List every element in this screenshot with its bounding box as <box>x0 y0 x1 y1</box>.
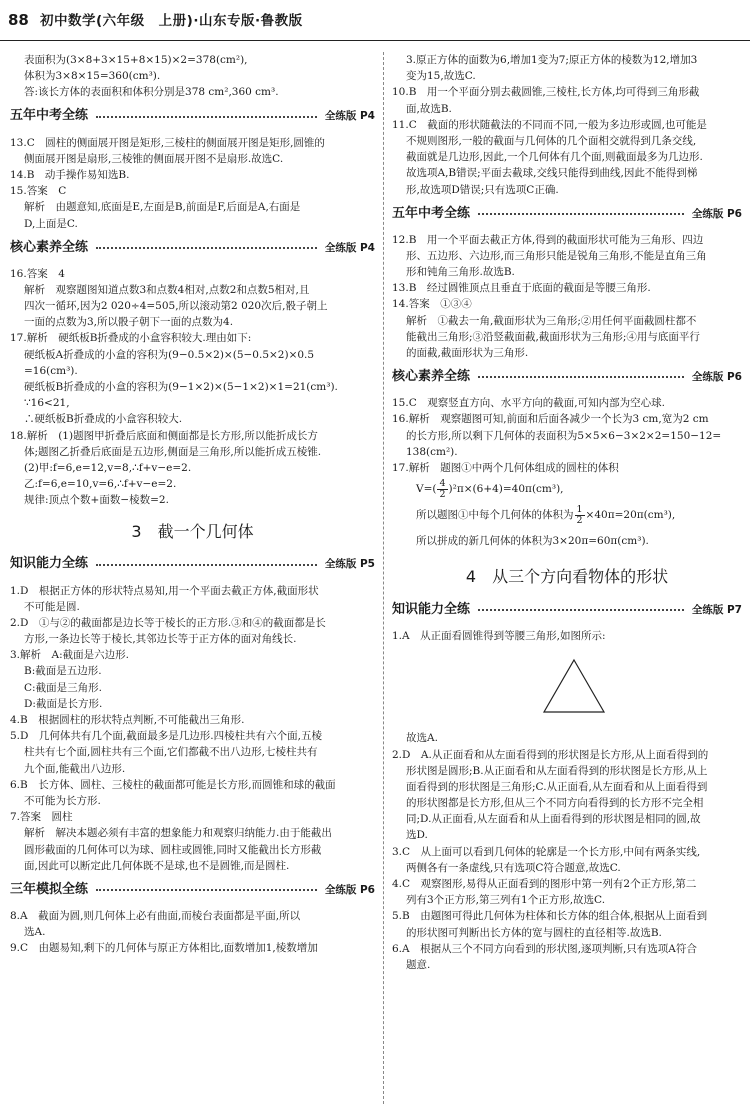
answer-block <box>392 52 742 198</box>
text-line: B:截面是五边形. <box>24 665 102 678</box>
section-header <box>10 553 375 577</box>
section-title: 三年模拟全练 <box>10 881 89 897</box>
text-line: 能截出三角形;③沿竖截面截,截面形状为三角形;④用与底面平行 <box>406 330 700 343</box>
text-line: 6.A 根据从三个不同方向看到的形状图,逐项判断,只有选项A符合 <box>392 942 697 955</box>
text-line: ∴硬纸板B折叠成的小盒容积较大. <box>24 413 183 426</box>
text-line: 15.C 观察竖直方向、水平方向的截面,可知内部为空心球. <box>392 397 665 410</box>
answer-block <box>392 730 742 973</box>
section-tag: 全练版 P5 <box>324 558 375 571</box>
text-line: 3.解析 A:截面是六边形. <box>10 649 129 662</box>
text-line: 5.B 由题图可得此几何体为柱体和长方体的组合体,根据从上面看到 <box>392 910 708 923</box>
text-line: 138(cm²). <box>406 445 458 458</box>
answer-block <box>392 232 742 362</box>
text-line: 4.B 根据圆柱的形状特点判断,不可能截出三角形. <box>10 714 245 726</box>
section-leader <box>96 889 317 891</box>
section-tag: 全练版 P6 <box>324 883 375 896</box>
text-line: 面看得到的形状图是三角形;C.从正面看,从左面看和从上面看得到 <box>406 780 708 793</box>
section-tag: 全练版 P4 <box>324 110 375 123</box>
text-line: 解析 由题意知,底面是E,左面是B,前面是F,后面是A,右面是 <box>24 201 301 214</box>
text-line: D:截面是长方形. <box>24 697 103 710</box>
column-divider <box>383 52 384 1104</box>
section-leader <box>478 376 684 378</box>
section-header <box>392 365 742 389</box>
text-line: 体;题图乙折叠后底面是五边形,侧面是三角形,所以能折成五棱锥. <box>24 445 322 458</box>
section-title: 知识能力全练 <box>10 556 89 572</box>
formula-text: V=( <box>416 483 437 496</box>
text-line: 3.C 从上面可以看到几何体的轮廓是一个长方形,中间有两条实线, <box>392 845 701 858</box>
answer-block <box>10 908 375 957</box>
fraction-numerator: 4 <box>439 477 446 489</box>
text-line: 18.解析 (1)题图甲折叠后底面和侧面都是长方形,所以能折成长方 <box>10 429 318 442</box>
text-line: 两侧各有一条虚线,只有选项C符合题意,故选C. <box>406 861 621 874</box>
section-leader <box>478 213 684 215</box>
formula-text: ×40π=20π(cm³), <box>585 509 676 522</box>
fraction-denominator: 2 <box>439 488 446 500</box>
chapter-title: 3 截一个几何体 <box>131 521 254 541</box>
text-line: 14.B 动手操作易知选B. <box>10 168 130 181</box>
text-line: 17.解析 硬纸板B折叠成的小盒容积较大.理由如下: <box>10 332 252 345</box>
text-line: 4.C 观察图形,易得从正面看到的图形中第一列有2个正方形,第二 <box>392 878 697 890</box>
section-header <box>10 878 375 902</box>
text-line: 1.A 从正面看圆锥得到等腰三角形,如图所示: <box>392 630 606 643</box>
answer-block <box>392 628 742 644</box>
text-line: 5.D 几何体共有几个面,截面最多是几边形.四棱柱共有六个面,五棱 <box>10 730 322 743</box>
section-tag: 全练版 P4 <box>324 241 375 254</box>
section-header <box>392 598 742 622</box>
book-title: 初中数学(六年级 上册)·山东专版·鲁教版 <box>40 13 303 29</box>
text-line: 11.C 截面的形状随截法的不同而不同,一般为多边形或圆,也可能是 <box>392 118 707 131</box>
answer-block <box>10 583 375 874</box>
answer-block <box>10 266 375 509</box>
text-line: 表面积为(3×8+3×15+8×15)×2=378(cm²), <box>24 54 248 66</box>
text-line: 2.D A.从正面看和从左面看得到的形状图是长方形,从上面看得到的 <box>392 748 709 761</box>
text-line: 侧面展开图是扇形,三棱锥的侧面展开图不是扇形.故选C. <box>24 152 284 165</box>
text-line: 10.B 用一个平面分别去截圆锥,三棱柱,长方体,均可得到三角形截 <box>392 86 700 99</box>
text-line: 2.D ①与②的截面都是边长等于棱长的正方形.③和④的截面都是长 <box>10 616 326 629</box>
text-line: 硬纸板A折叠成的小盒的容积为(9−0.5×2)×(5−0.5×2)×0.5 <box>24 348 315 361</box>
section-title: 知识能力全练 <box>392 602 471 618</box>
fraction-numerator: 1 <box>576 503 583 515</box>
text-line: 7.答案 圆柱 <box>10 811 73 824</box>
text-line: 形、五边形、六边形,而三角形只能是锐角三角形,不能是直角三角 <box>406 249 707 262</box>
text-line: 1.D 根据正方体的形状特点易知,用一个平面去截正方体,截面形状 <box>10 584 319 597</box>
triangle-figure <box>542 658 606 714</box>
formula-each-volume <box>392 502 742 528</box>
formula-text: 所以题图①中每个几何体的体积为 <box>416 509 574 522</box>
text-line: 不可能是圆. <box>24 600 80 613</box>
section-tag: 全练版 P7 <box>691 604 742 617</box>
section-header <box>392 202 742 226</box>
text-line: 一面的点数为3,所以骰子朝下一面的点数为4. <box>24 316 234 329</box>
section-leader <box>96 564 317 566</box>
left-column <box>10 52 375 1104</box>
answer-block <box>10 135 375 232</box>
text-line: D,上面是C. <box>24 217 78 230</box>
text-line: 乙:f=6,e=10,v=6,∴f+v−e=2. <box>24 478 177 491</box>
section-title: 核心素养全练 <box>392 369 471 385</box>
answer-block <box>10 52 375 101</box>
text-line: 的面截,截面形状为三角形. <box>406 347 529 359</box>
section-title: 五年中考全练 <box>10 108 89 124</box>
text-line: 6.B 长方体、圆柱、三棱柱的截面都可能是长方形,而圆锥和球的截面 <box>10 778 336 791</box>
section-tag: 全练版 P6 <box>691 371 742 384</box>
text-line: 9.C 由题易知,剩下的几何体与原正方体相比,面数增加1,棱数增加 <box>10 942 318 955</box>
page-header <box>0 0 750 46</box>
text-line: 规律:顶点个数+面数−棱数=2. <box>24 494 169 507</box>
text-line: 8.A 截面为圆,则几何体上必有曲面,而棱台表面都是平面,所以 <box>10 909 301 922</box>
page-number: 88 <box>8 11 29 29</box>
isosceles-triangle <box>544 660 604 712</box>
text-line: 列有3个正方形,第三列有1个正方形,故选C. <box>406 894 606 907</box>
text-line: 解析 观察题图知道点数3和点数4相对,点数2和点数5相对,且 <box>24 283 310 296</box>
right-column <box>392 52 742 1104</box>
text-line: 方形,一条边长等于棱长,其邻边长等于正方体的面对角线长. <box>24 633 297 646</box>
text-line: =16(cm³). <box>24 364 78 377</box>
text-line: 故选A. <box>406 732 438 745</box>
text-line: 硬纸板B折叠成的小盒的容积为(9−1×2)×(5−1×2)×1=21(cm³). <box>24 381 338 393</box>
fraction <box>575 505 585 526</box>
text-line: 的长方形,所以剩下几何体的表面积为5×5×6−3×2×2=150−12= <box>406 429 722 442</box>
section-title: 核心素养全练 <box>10 239 89 255</box>
text-line: 同;D.从正面看,从左面看和从上面看得到的形状图是相同的圆,故 <box>406 813 701 826</box>
fraction <box>437 479 447 500</box>
text-line: 不可能为长方形. <box>24 794 101 807</box>
text-line: (2)甲:f=6,e=12,v=8,∴f+v−e=2. <box>24 461 192 474</box>
text-line: 14.答案 ①③④ <box>392 298 472 311</box>
text-line: 九个面,能截出八边形. <box>24 762 126 775</box>
section-leader <box>96 116 317 118</box>
chapter-title: 4 从三个方向看物体的形状 <box>465 567 669 587</box>
text-line: 截面就是几边形,因此,一个几何体有几个面,则截面最多为几边形. <box>406 151 703 164</box>
text-line: 的形状图可判断出长方体的宽与圆柱的直径相等.故选B. <box>406 926 662 939</box>
text-line: 15.答案 C <box>10 185 67 198</box>
text-line: 面,因此可以断定此几何体既不是球,也不是圆锥,而是圆柱. <box>24 859 290 872</box>
text-line: 形,故选项D错误;只有选项C正确. <box>406 183 559 196</box>
text-line: 不规则图形,一般的截面与几何体的几个面相交就得到几条交线, <box>406 134 697 147</box>
text-line: 16.答案 4 <box>10 267 65 280</box>
text-line: 变为15,故选C. <box>406 70 476 83</box>
section-leader <box>96 247 317 249</box>
text-line: 12.B 用一个平面去截正方体,得到的截面形状可能为三角形、四边 <box>392 233 704 246</box>
text-line: 17.解析 题图①中两个几何体组成的圆柱的体积 <box>392 461 619 474</box>
header-rule <box>0 40 750 41</box>
text-line: ∵16<21, <box>24 397 70 410</box>
formula-text: )²π×(6+4)=40π(cm³), <box>448 483 564 496</box>
text-line: 面,故选B. <box>406 102 452 115</box>
text-line: 解析 ①截去一角,截面形状为三角形;②用任何平面截圆柱都不 <box>406 314 697 327</box>
section-title: 五年中考全练 <box>392 205 471 221</box>
text-line: 圆形截面的几何体可以为球、圆柱或圆锥,同时又能截出长方形截 <box>24 843 322 856</box>
text-line: 解析 解决本题必须有丰富的想象能力和观察归纳能力.由于能截出 <box>24 827 332 840</box>
text-line: C:截面是三角形. <box>24 681 102 694</box>
formula-volume <box>392 476 742 502</box>
text-line: 13.B 经过圆锥顶点且垂直于底面的截面是等腰三角形. <box>392 282 651 295</box>
text-line: 题意. <box>406 958 431 971</box>
text-line: 柱共有七个面,圆柱共有三个面,它们都截不出八边形,七棱柱共有 <box>24 746 318 759</box>
fraction-denominator: 2 <box>576 514 583 526</box>
text-line: 形状图是圆形;B.从正面看和从左面看得到的形状图是长方形,从上 <box>406 764 708 777</box>
text-line: 选A. <box>24 926 46 939</box>
text-line: 形和钝角三角形.故选B. <box>406 266 515 279</box>
section-header <box>10 105 375 129</box>
text-line: 3.原正方体的面数为6,增加1变为7;原正方体的棱数为12,增加3 <box>406 54 698 66</box>
text-line: 13.C 圆柱的侧面展开图是矩形,三棱柱的侧面展开图是矩形,圆锥的 <box>10 136 325 149</box>
text-line: 体积为3×8×15=360(cm³). <box>24 70 161 83</box>
formula-total-volume: 所以拼成的新几何体的体积为3×20π=60π(cm³). <box>416 535 649 548</box>
text-line: 四次一循环,因为2 020÷4=505,所以滚动第2 020次后,骰子朝上 <box>24 300 328 313</box>
section-header <box>10 236 375 260</box>
text-line: 答:该长方体的表面积和体积分别是378 cm²,360 cm³. <box>24 86 279 99</box>
text-line: 故选项A,B错误;平面去截球,交线只能得到曲线,因此不能得到梯 <box>406 167 698 180</box>
answer-block <box>392 395 742 476</box>
section-leader <box>478 609 684 611</box>
section-tag: 全练版 P6 <box>691 207 742 220</box>
text-line: 的形状图都是长方形,但从三个不同方向看得到的长方形不完全相 <box>406 797 704 810</box>
text-line: 16.解析 观察题图可知,前面和后面各减少一个长为3 cm,宽为2 cm <box>392 413 709 426</box>
text-line: 选D. <box>406 829 428 842</box>
